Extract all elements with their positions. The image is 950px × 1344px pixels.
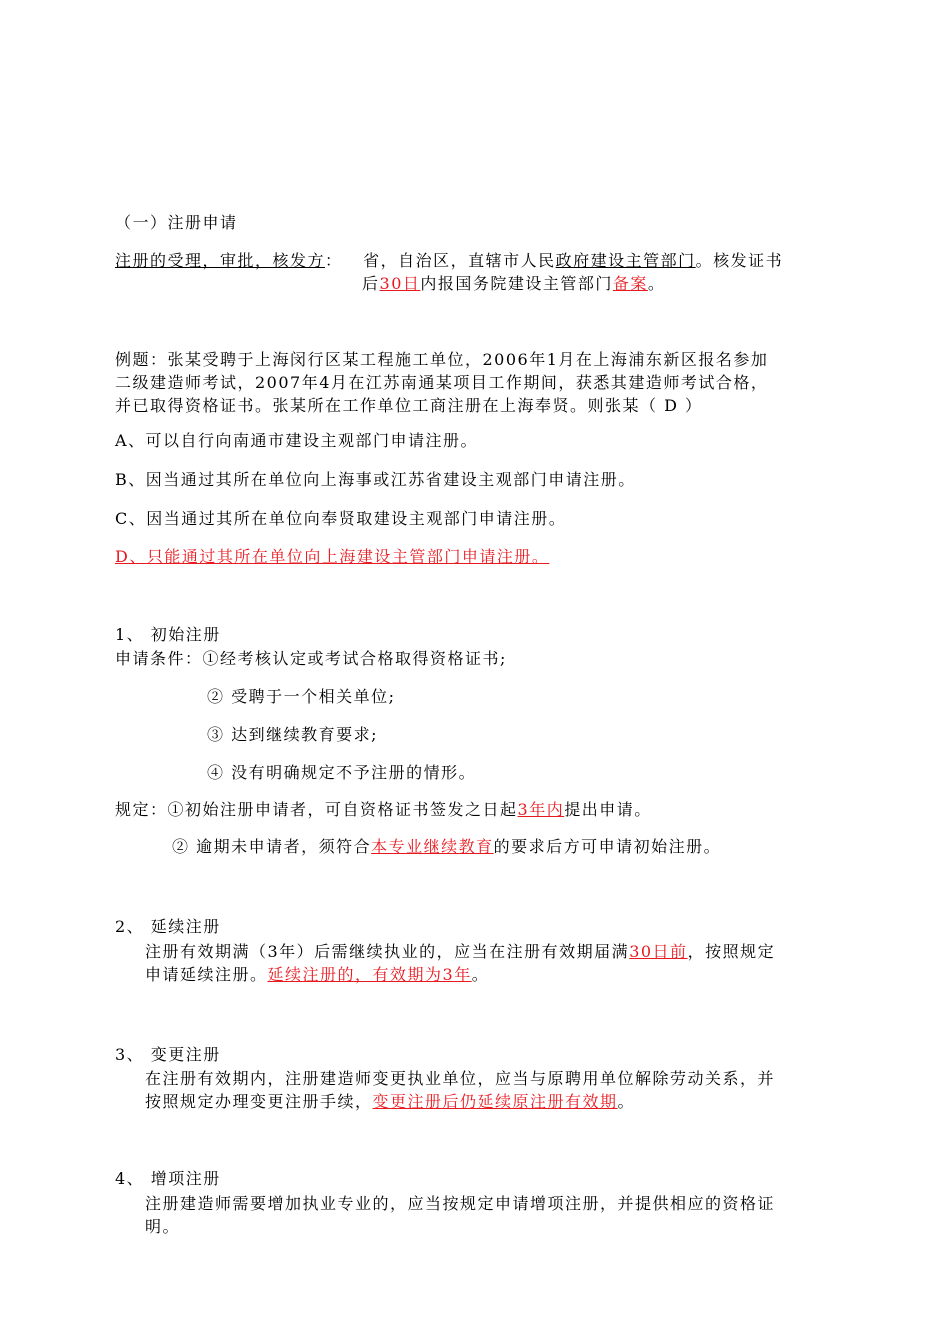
change-line-1: 在注册有效期内，注册建造师变更执业单位，应当与原聘用单位解除劳动关系，并 <box>145 1069 776 1088</box>
continuing-education-highlight: 本专业继续教育 <box>371 837 494 856</box>
registration-authority-line-1: 注册的受理，审批，核发方： 省，自治区，直辖市人民政府建设主管部门。核发证书 <box>115 251 784 270</box>
condition-1: 申请条件：①经考核认定或考试合格取得资格证书; <box>115 649 507 668</box>
option-d-answer: D、只能通过其所在单位向上海建设主管部门申请注册。 <box>115 547 550 566</box>
condition-3: ③ 达到继续教育要求; <box>207 725 378 744</box>
addition-registration-title: 4、 增项注册 <box>115 1169 221 1188</box>
condition-4: ④ 没有明确规定不予注册的情形。 <box>207 763 477 782</box>
renewal-deadline-highlight: 30日前 <box>629 942 688 961</box>
section-heading: （一）注册申请 <box>115 213 238 232</box>
example-question-line-1: 例题：张某受聘于上海闵行区某工程施工单位，2006年1月在上海浦东新区报名参加 <box>115 350 769 369</box>
registration-authority-line-2: 后30日内报国务院建设主管部门备案。 <box>362 274 666 293</box>
condition-2: ② 受聘于一个相关单位; <box>207 687 396 706</box>
authority-label: 注册的受理，审批，核发方 <box>115 251 326 270</box>
option-a: A、可以自行向南通市建设主观部门申请注册。 <box>115 431 479 450</box>
addition-line-2: 明。 <box>145 1217 181 1236</box>
change-validity-highlight: 变更注册后仍延续原注册有效期 <box>372 1092 618 1111</box>
renewal-line-2: 申请延续注册。延续注册的，有效期为3年。 <box>145 965 490 984</box>
filing-highlight: 备案 <box>612 274 648 293</box>
addition-line-1: 注册建造师需要增加执业专业的，应当按规定申请增项注册，并提供相应的资格证 <box>145 1194 776 1213</box>
rule-2: ② 逾期未申请者，须符合本专业继续教育的要求后方可申请初始注册。 <box>172 837 722 856</box>
deadline-30-days: 30日 <box>379 274 421 293</box>
change-registration-title: 3、 变更注册 <box>115 1045 221 1064</box>
renewal-line-1: 注册有效期满（3年）后需继续执业的，应当在注册有效期届满30日前，按照规定 <box>145 942 776 961</box>
initial-registration-title: 1、 初始注册 <box>115 625 221 644</box>
example-question-line-2: 二级建造师考试，2007年4月在江苏南通某项目工作期间，获悉其建造师考试合格， <box>115 373 769 392</box>
option-c: C、因当通过其所在单位向奉贤取建设主观部门申请注册。 <box>115 509 567 528</box>
rule-1: 规定：①初始注册申请者，可自资格证书签发之日起3年内提出申请。 <box>115 800 652 819</box>
construction-department: 政府建设主管部门 <box>555 251 696 270</box>
rule-label: 规定： <box>115 800 168 819</box>
condition-label: 申请条件： <box>115 649 203 668</box>
example-question-line-3: 并已取得资格证书。张某所在工作单位工商注册在上海奉贤。则张某（ D ） <box>115 396 703 415</box>
change-line-2: 按照规定办理变更注册手续，变更注册后仍延续原注册有效期。 <box>145 1092 636 1111</box>
renewal-registration-title: 2、 延续注册 <box>115 917 221 936</box>
renewal-validity-highlight: 延续注册的，有效期为3年 <box>267 965 472 984</box>
option-b: B、因当通过其所在单位向上海事或江苏省建设主观部门申请注册。 <box>115 470 636 489</box>
three-years-highlight: 3年内 <box>517 800 565 819</box>
